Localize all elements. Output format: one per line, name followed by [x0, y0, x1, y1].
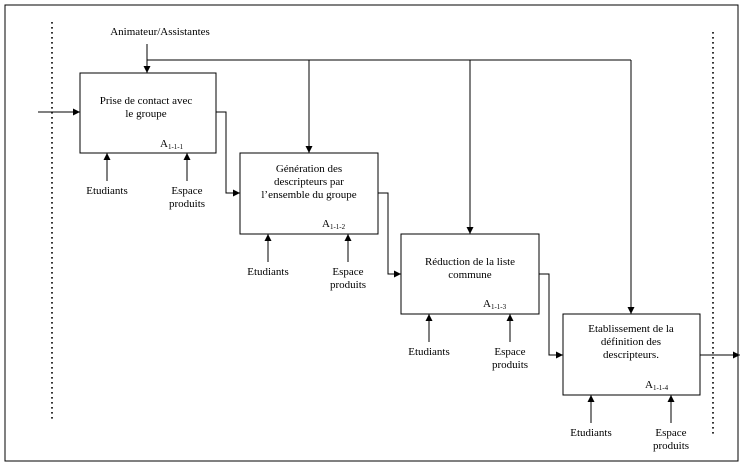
activity-title-line: l’ensemble du groupe [261, 189, 357, 201]
mechanism-label-line: Etudiants [570, 427, 612, 439]
mechanism-label-line: Espace [332, 266, 364, 278]
mechanism-label-line: produits [652, 440, 690, 452]
activity-code-subscript: 1-1-4 [652, 384, 669, 392]
flow-arrow-a3-a4 [539, 274, 563, 355]
activity-box-a3 [401, 234, 539, 371]
activity-title-line: descripteurs par [274, 176, 344, 188]
activity-title-line: descripteurs. [603, 349, 659, 361]
activity-title-line: Génération des [275, 163, 343, 175]
mechanism-label-line: Espace [171, 185, 203, 197]
activity-code-subscript: 1-1-2 [329, 223, 346, 231]
mechanism-label-line: Espace [655, 427, 687, 439]
mechanism-label-line: Espace [494, 346, 526, 358]
activity-title-line: Prise de contact avec [99, 95, 193, 107]
activity-box-a1 [80, 73, 216, 210]
flow-arrow-a2-a3 [378, 193, 401, 274]
activity-title-line: Réduction de la liste [424, 256, 516, 268]
activity-box-a4 [563, 314, 700, 452]
activity-boxes [80, 73, 700, 452]
activity-code-letter: A [322, 218, 330, 230]
mechanism-label-line: Etudiants [247, 266, 289, 278]
activity-code-subscript: 1-1-3 [490, 303, 507, 311]
activity-title-line: le groupe [125, 108, 167, 120]
mechanism-label-line: Etudiants [86, 185, 128, 197]
controller-label: Animateur/Assistantes [110, 26, 210, 38]
activity-title-line: commune [448, 269, 492, 281]
activity-code-letter: A [483, 298, 491, 310]
activity-code-subscript: 1-1-1 [167, 143, 184, 151]
mechanism-label-line: produits [329, 279, 367, 291]
activity-code-letter: A [160, 138, 168, 150]
activity-title-line: définition des [600, 336, 662, 348]
activity-title-line: Etablissement de la [588, 323, 674, 335]
activity-code-letter: A [645, 379, 653, 391]
mechanism-label-line: produits [491, 359, 529, 371]
mechanism-label-line: produits [168, 198, 206, 210]
activity-box-a2 [240, 153, 378, 291]
mechanism-label-line: Etudiants [408, 346, 450, 358]
flow-arrow-a1-a2 [216, 112, 240, 193]
